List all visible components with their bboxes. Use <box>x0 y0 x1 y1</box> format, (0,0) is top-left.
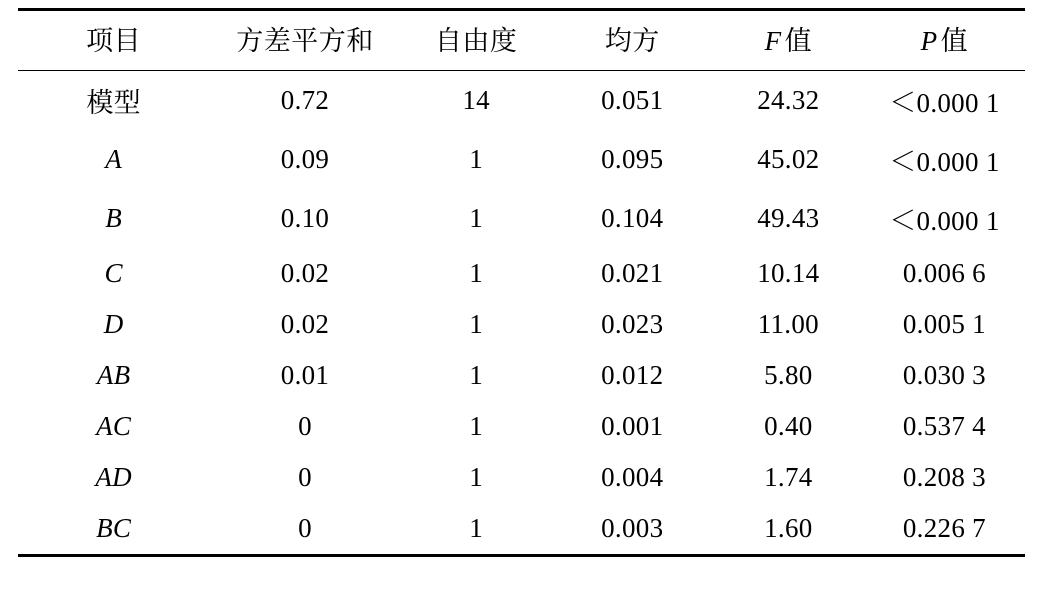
cell-item: A <box>105 144 123 174</box>
table-row <box>18 401 1025 452</box>
cell-f: 5.80 <box>764 360 813 390</box>
cell-item: BC <box>18 503 209 556</box>
cell-ms: 0.095 <box>601 144 664 174</box>
cell-ms: 0.051 <box>552 71 713 131</box>
p-value-label: 值 <box>940 26 969 56</box>
cell-item: B <box>105 203 123 233</box>
cell-f: 11.00 <box>757 309 819 339</box>
cell-item: AD <box>95 462 132 492</box>
cell-ms: 0.023 <box>601 309 664 339</box>
cell-p: ＜0.000 1 <box>889 147 1000 177</box>
cell-p: 0.226 7 <box>864 503 1025 556</box>
document-page <box>0 8 1043 607</box>
cell-df: 1 <box>469 309 484 339</box>
cell-ss: 0.10 <box>280 203 330 233</box>
cell-ss: 0.72 <box>209 71 400 131</box>
table-row <box>18 71 1025 131</box>
anova-table <box>18 8 1025 557</box>
header-cell-f-value <box>713 10 864 71</box>
cell-df: 1 <box>469 360 484 390</box>
cell-df: 1 <box>469 258 484 288</box>
f-symbol: F <box>764 26 782 56</box>
cell-p: 0.006 6 <box>902 258 986 288</box>
cell-ss: 0.02 <box>280 309 330 339</box>
header-cell-mean-square: 均方 <box>552 10 713 71</box>
cell-p: 0.537 4 <box>902 411 986 441</box>
table-row <box>18 189 1025 248</box>
f-value-label: 值 <box>784 26 813 56</box>
cell-item: C <box>104 258 123 288</box>
table-header-row <box>18 10 1025 71</box>
cell-p: 0.208 3 <box>902 462 986 492</box>
table-row <box>18 503 1025 556</box>
cell-p: 0.030 3 <box>902 360 986 390</box>
cell-df: 1 <box>469 411 484 441</box>
cell-ms: 0.004 <box>601 462 664 492</box>
cell-ms: 0.021 <box>601 258 664 288</box>
cell-f: 49.43 <box>757 203 820 233</box>
cell-p: 0.005 1 <box>902 309 986 339</box>
header-cell-item: 项目 <box>18 10 209 71</box>
cell-df: 1 <box>469 144 484 174</box>
cell-ms: 0.104 <box>601 203 664 233</box>
cell-item: D <box>103 309 124 339</box>
cell-item: AC <box>96 411 132 441</box>
table-row <box>18 130 1025 189</box>
cell-ms: 0.012 <box>601 360 664 390</box>
cell-ms: 0.001 <box>601 411 664 441</box>
cell-p: ＜0.000 1 <box>889 206 1000 236</box>
cell-f: 0.40 <box>764 411 813 441</box>
cell-ss: 0 <box>209 503 400 556</box>
cell-ss: 0 <box>298 411 312 441</box>
cell-ss: 0.01 <box>280 360 330 390</box>
table-row <box>18 299 1025 350</box>
header-cell-degrees-of-freedom: 自由度 <box>401 10 552 71</box>
cell-f: 24.32 <box>713 71 864 131</box>
cell-ms: 0.003 <box>552 503 713 556</box>
table-row <box>18 350 1025 401</box>
table-body <box>18 71 1025 556</box>
cell-item: 模型 <box>18 71 209 131</box>
cell-df: 1 <box>469 462 484 492</box>
cell-df: 1 <box>469 203 484 233</box>
cell-df: 1 <box>401 503 552 556</box>
header-cell-p-value <box>864 10 1025 71</box>
cell-item: AB <box>96 360 131 390</box>
cell-p: ＜0.000 1 <box>864 71 1025 131</box>
table-header <box>18 10 1025 71</box>
cell-f: 1.74 <box>764 462 813 492</box>
cell-f: 1.60 <box>713 503 864 556</box>
cell-f: 45.02 <box>757 144 820 174</box>
table-row <box>18 452 1025 503</box>
header-cell-sum-of-squares: 方差平方和 <box>209 10 400 71</box>
cell-ss: 0 <box>298 462 312 492</box>
cell-df: 14 <box>401 71 552 131</box>
p-symbol: P <box>920 26 938 56</box>
cell-ss: 0.09 <box>280 144 330 174</box>
cell-f: 10.14 <box>757 258 820 288</box>
cell-ss: 0.02 <box>280 258 330 288</box>
table-row <box>18 248 1025 299</box>
